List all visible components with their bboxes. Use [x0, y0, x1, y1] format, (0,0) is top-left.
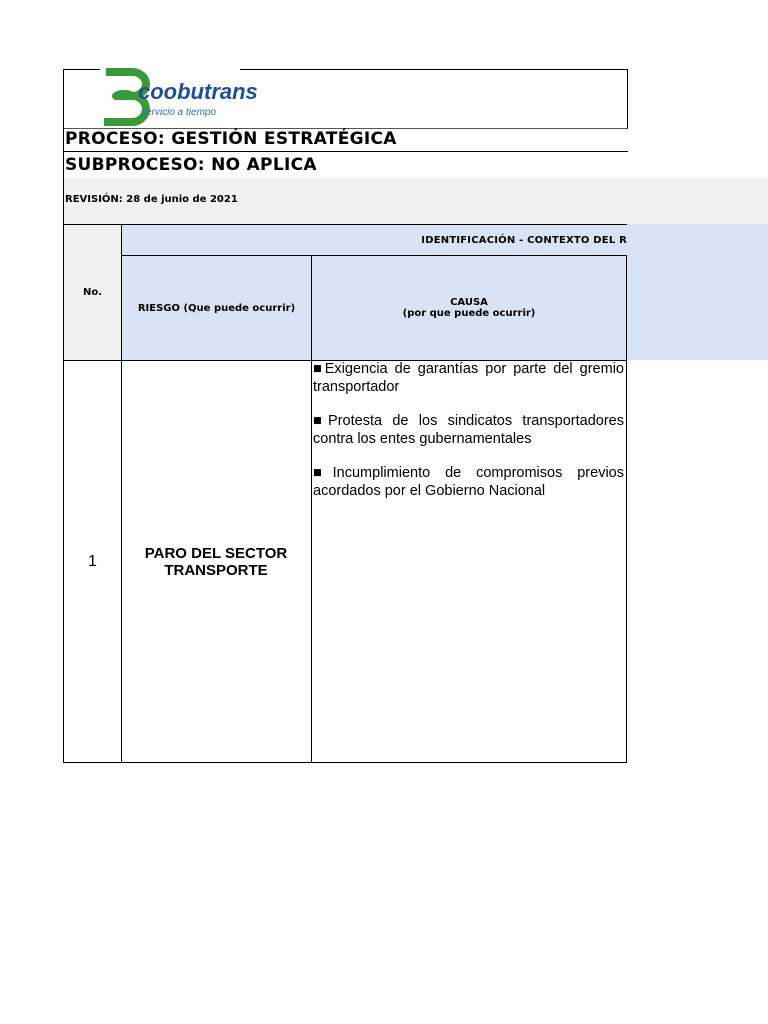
subproceso-row — [63, 152, 628, 178]
header-causa — [312, 256, 627, 360]
riesgo-cell: PARO DEL SECTOR TRANSPORTE — [121, 360, 312, 763]
subproceso-title: SUBPROCESO: NO APLICA — [65, 155, 317, 175]
header-band-extension — [627, 224, 768, 360]
row-number-cell: 1 — [63, 360, 122, 763]
logo-tagline-text: servicio a tiempo — [141, 107, 217, 118]
company-logo — [102, 71, 258, 125]
proceso-title: PROCESO: GESTIÓN ESTRATÉGICA — [65, 129, 397, 149]
causa-item: ■Incumplimiento de compromisos previos acordados por el Gobierno Nacional — [313, 465, 624, 499]
revision-row — [63, 177, 628, 224]
proceso-row — [63, 128, 628, 152]
causa-item: ■Exigencia de garantías por parte del gremio transportador — [313, 361, 624, 395]
revision-text: REVISIÓN: 28 de junio de 2021 — [65, 194, 238, 205]
header-no: No. — [63, 224, 122, 360]
revision-band-extension — [627, 177, 768, 224]
causa-cell — [311, 360, 627, 763]
header-causa-line1: CAUSA — [450, 297, 488, 308]
causa-item: ■Protesta de los sindicatos transportadores contra los entes gubernamentales — [313, 413, 624, 447]
header-causa-line2: (por que puede ocurrir) — [402, 308, 536, 319]
logo-brand-text: coobutrans — [138, 79, 258, 104]
header-riesgo: RIESGO (Que puede ocurrir) — [122, 256, 312, 360]
header-group-identificacion: IDENTIFICACIÓN - CONTEXTO DEL R — [122, 224, 627, 256]
